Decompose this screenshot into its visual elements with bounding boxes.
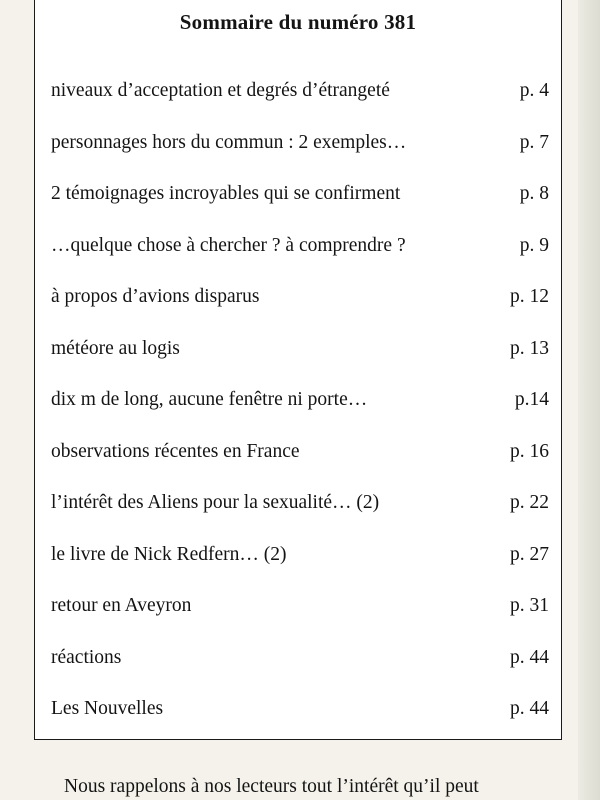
toc-entry-title: …quelque chose à chercher ? à comprendre ? bbox=[51, 234, 406, 256]
toc-entry bbox=[35, 542, 561, 594]
toc-entry bbox=[35, 78, 561, 130]
toc-entry-title: l’intérêt des Aliens pour la sexualité… (2) bbox=[51, 492, 380, 513]
toc-entry-title: retour en Aveyron bbox=[51, 595, 192, 616]
toc-entry bbox=[35, 233, 561, 285]
footer-paragraph-line: Nous rappelons à nos lecteurs tout l’intérêt qu’il peut bbox=[64, 776, 479, 797]
toc-heading: Sommaire du numéro 381 bbox=[179, 10, 417, 34]
toc-entry bbox=[35, 696, 561, 748]
toc-entry-page: p. 22 bbox=[510, 492, 549, 513]
toc-entry-title: le livre de Nick Redfern… (2) bbox=[51, 543, 287, 565]
toc-entry-page: p. 7 bbox=[519, 131, 549, 153]
toc-entry-page: p. 8 bbox=[519, 183, 549, 204]
toc-entry-page: p. 16 bbox=[510, 440, 549, 462]
toc-entry bbox=[35, 645, 561, 697]
toc-entry-title: météore au logis bbox=[51, 337, 180, 359]
toc-entry-title: observations récentes en France bbox=[51, 440, 300, 462]
toc-entry-page: p. 4 bbox=[519, 80, 549, 101]
toc-entry-title: dix m de long, aucune fenêtre ni porte… bbox=[51, 389, 368, 410]
toc-entry-page: p. 12 bbox=[510, 286, 549, 307]
toc-entry-title: niveaux d’acceptation et degrés d’étrangeté bbox=[51, 80, 390, 101]
toc-entry bbox=[35, 593, 561, 645]
toc-entry-title: personnages hors du commun : 2 exemples… bbox=[51, 131, 407, 153]
toc-list bbox=[35, 78, 561, 748]
table-of-contents bbox=[34, 0, 562, 740]
toc-entry bbox=[35, 130, 561, 182]
toc-entry-title: 2 témoignages incroyables qui se confirment bbox=[51, 183, 401, 204]
toc-entry bbox=[35, 490, 561, 542]
toc-entry bbox=[35, 387, 561, 439]
toc-entry-page: p. 31 bbox=[510, 595, 549, 616]
toc-entry-page: p. 9 bbox=[519, 234, 549, 256]
toc-entry-title: réactions bbox=[51, 646, 122, 668]
toc-entry bbox=[35, 439, 561, 491]
toc-entry-page: p. 13 bbox=[510, 337, 549, 359]
toc-entry-page: p. 27 bbox=[510, 543, 549, 565]
toc-entry-page: p. 44 bbox=[510, 646, 549, 668]
toc-entry-title: à propos d’avions disparus bbox=[51, 286, 260, 307]
toc-entry bbox=[35, 181, 561, 233]
adjacent-page-edge bbox=[578, 0, 600, 800]
toc-entry-page: p.14 bbox=[514, 389, 549, 410]
toc-entry-page: p. 44 bbox=[510, 698, 549, 719]
toc-entry-title: Les Nouvelles bbox=[51, 698, 164, 719]
toc-entry bbox=[35, 284, 561, 336]
toc-entry bbox=[35, 336, 561, 388]
